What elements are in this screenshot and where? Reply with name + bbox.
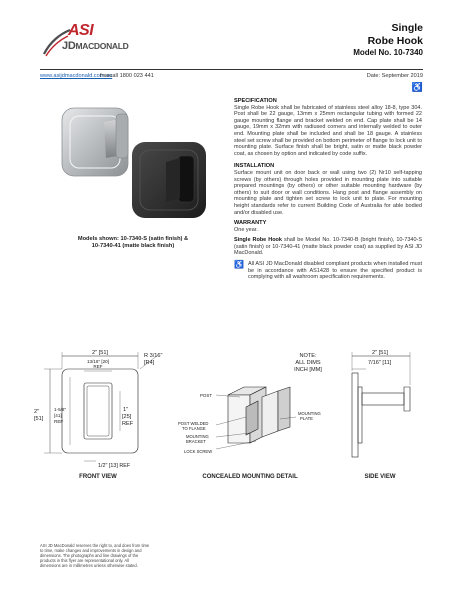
installation-text: Surface mount unit on door back or wall using two (2) Nr10 self-tapping screws (by others) through holes provided in mounting plate into suitable prepared mountings (by others) or other suitable mounting hardware (by others) to suit door or wall conditions. Hang post and flange assembly on mounting plate and tighten set screw to lock unit to plate. For mounting height standards refer to current Building Code of Australia for able bodied and/or disabled use.: [234, 169, 422, 216]
logo-jd-text: JDMACDONALD: [62, 40, 129, 52]
detail-post-label: POST: [200, 393, 212, 398]
front-radius-label: R 3/16": [144, 353, 163, 359]
front-left-dim: 1-5/8": [54, 407, 67, 412]
satin-hook-image: [62, 108, 128, 176]
footer-disclaimer: ASI JD MacDonald reserves the right to, and does from time to time, make changes and improvements in design and dimensions. The photographs and line drawings of the products in this flyer are representational only. All dimensions are in millimetres unless otherwise stated.: [40, 543, 150, 568]
front-right-dim-mm: [25]: [122, 414, 132, 420]
photo-caption: Models shown: 10-7340-S (satin finish) & 10-7340-41 (matte black finish): [77, 236, 189, 249]
front-right-dim: 1": [123, 407, 129, 413]
front-inner-width-ref: REF: [93, 364, 103, 369]
product-title-block: [353, 22, 423, 60]
specification-heading: SPECIFICATION: [234, 98, 277, 104]
freecall-number: freecall 1800 023 441: [100, 73, 154, 79]
detail-plate-line1: MOUNTING: [298, 411, 321, 416]
mounting-detail-drawing: [216, 387, 296, 449]
front-right-dim-ref: REF: [122, 421, 134, 427]
warranty-text: One year.: [234, 226, 258, 233]
installation-heading: INSTALLATION: [234, 163, 275, 170]
wheelchair-icon: ♿: [234, 260, 244, 270]
warranty-heading: WARRANTY: [234, 220, 267, 227]
note-line2: ALL DIMS: [295, 360, 321, 366]
specification-content: [234, 98, 422, 285]
wheelchair-icon: ♿: [411, 82, 423, 92]
front-left-dim-mm: [41]: [54, 413, 62, 418]
document-date: Date: September 2019: [366, 73, 423, 79]
front-width-label: 2" [51]: [92, 350, 108, 356]
detail-plate-line2: PLATE: [300, 416, 313, 421]
logo-asi-text: ASI: [68, 22, 94, 39]
detail-title: CONCEALED MOUNTING DETAIL: [202, 474, 298, 480]
product-title-line2: Robe Hook: [367, 34, 423, 47]
company-logo: [42, 22, 134, 62]
detail-welded-line1: POST WELDED: [178, 421, 209, 426]
front-height-mm: [51]: [34, 416, 44, 422]
front-radius-mm: [R4]: [144, 360, 155, 366]
front-left-dim-ref: REF: [54, 419, 64, 424]
side-view-drawing: [352, 352, 410, 457]
website-link[interactable]: www.asijdmacdonald.com.au: [40, 73, 113, 79]
specification-text: Single Robe Hook shall be fabricated of stainless steel alloy 18-8, type 304. Post shall be 22 gauge, 13mm x 25mm rectangular tubing with formed 22 gauge mounting flange and bracket welded on end. Cap plate shall be 14 gauge, 19mm x 32mm with radiused corners and internally welded to outer end. Mounting plate shall be included and shall be 18 gauge. A stainless steel set screw shall be provided on bottom perimeter of flange to lock unit to mounting plate. Surface finish shall be bright, satin or matte black powder coat, as chosen by option and indicated by code suffix.: [234, 104, 422, 157]
product-title-line1: Single: [391, 22, 423, 34]
technical-drawings: [34, 347, 425, 487]
model-number: Model No. 10-7340: [353, 48, 423, 57]
detail-welded-line2: TO FLANGE: [182, 426, 206, 431]
black-hook-image: [132, 142, 206, 218]
compliance-text: All ASI JD MacDonald disabled compliant products when installed must be in accordance with AS1428 to ensure the specified product is complying with all washroom specification requirements.: [247, 261, 422, 281]
detail-bracket-line2: BRACKET: [186, 439, 206, 444]
side-width-label: 2" [51]: [372, 350, 388, 356]
detail-lock-screw-label: LOCK SCREW: [184, 449, 213, 454]
product-photo: [48, 100, 218, 228]
note-line3: INCH [MM]: [294, 367, 322, 373]
order-text: Single Robe Hook shall be Model No. 10-7340-B (bright finish), 10-7340-S (satin finish) or 10-7340-41 (matte black powder coat) as supplied by ASI JD MacDonald.: [234, 237, 422, 257]
note-line1: NOTE:: [299, 353, 317, 359]
header-divider: [40, 69, 423, 70]
side-depth-label: 7/16" [11]: [368, 360, 392, 366]
detail-bracket-line1: MOUNTING: [186, 434, 209, 439]
front-height-label: 2": [34, 409, 40, 415]
front-inner-width-label: 13/16" [20]: [86, 359, 110, 364]
compliance-note: [234, 261, 422, 285]
front-bottom-dim: 1/2" [13] REF: [98, 463, 131, 469]
front-view-title: FRONT VIEW: [79, 474, 117, 480]
side-view-title: SIDE VIEW: [364, 474, 396, 480]
